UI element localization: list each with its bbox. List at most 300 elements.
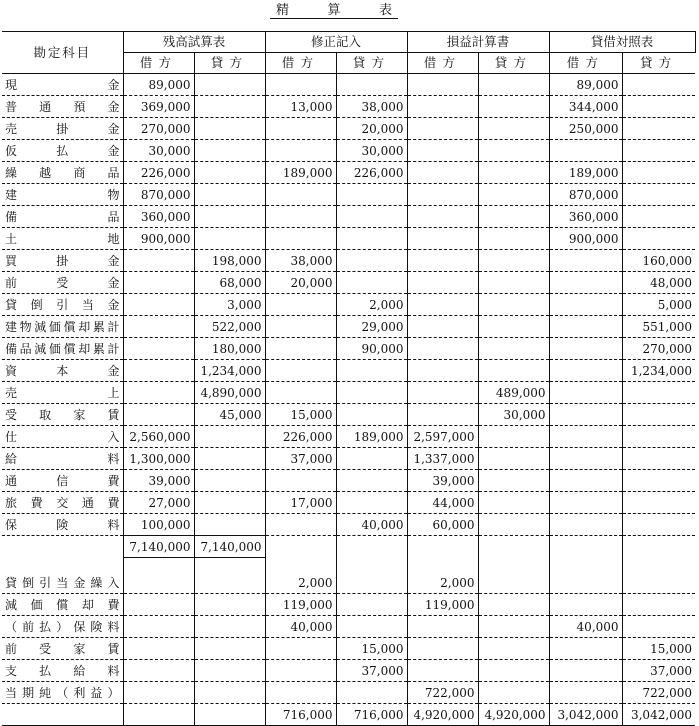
account-name [2, 74, 123, 96]
amount-cell [407, 228, 478, 250]
grand-total-cell: 3,042,000 [549, 704, 622, 726]
account-name [2, 382, 123, 404]
amount-cell [622, 492, 695, 514]
amount-cell: 119,000 [407, 594, 478, 616]
amount-cell [265, 74, 336, 96]
spacer-cell [336, 558, 407, 573]
amount-cell [407, 360, 478, 382]
spacer-cell [123, 558, 194, 573]
amount-cell [549, 316, 622, 338]
amount-cell [265, 360, 336, 382]
worksheet-row [2, 140, 695, 162]
worksheet-row [2, 638, 695, 660]
amount-cell: 40,000 [336, 514, 407, 536]
amount-cell [407, 616, 478, 638]
amount-cell: 180,000 [194, 338, 265, 360]
amount-cell [478, 118, 549, 140]
account-name [2, 96, 123, 118]
amount-cell [194, 162, 265, 184]
grand-total-cell [123, 704, 194, 726]
amount-cell [549, 448, 622, 470]
amount-cell [265, 184, 336, 206]
amount-cell: 45,000 [194, 404, 265, 426]
amount-cell [478, 514, 549, 536]
amount-cell [478, 206, 549, 228]
adjustments-header: 修正記入 [265, 32, 407, 53]
amount-cell: 722,000 [622, 682, 695, 704]
account-label: 貸倒引当金 [5, 297, 120, 312]
account-label: 備品減価償却累計 [5, 341, 120, 356]
amount-cell [123, 638, 194, 660]
amount-cell: 226,000 [336, 162, 407, 184]
amount-cell [194, 594, 265, 616]
amount-cell: 189,000 [265, 162, 336, 184]
amount-cell: 5,000 [622, 294, 695, 316]
worksheet-row [2, 228, 695, 250]
worksheet-row [2, 660, 695, 682]
account-name [2, 250, 123, 272]
worksheet-row [2, 426, 695, 448]
amount-cell [194, 206, 265, 228]
amount-cell [265, 660, 336, 682]
account-name [2, 448, 123, 470]
amount-cell [622, 448, 695, 470]
amount-cell: 15,000 [336, 638, 407, 660]
amount-cell [478, 638, 549, 660]
amount-cell [478, 616, 549, 638]
worksheet-row [2, 572, 695, 594]
amount-cell [407, 338, 478, 360]
amount-cell: 27,000 [123, 492, 194, 514]
amount-cell: 250,000 [549, 118, 622, 140]
worksheet-row [2, 162, 695, 184]
worksheet-row [2, 184, 695, 206]
account-label: 当期純（利益） [5, 685, 120, 700]
account-header: 勘定科目 [2, 32, 123, 74]
worksheet-title [270, 3, 398, 19]
amount-cell [123, 338, 194, 360]
worksheet-row [2, 448, 695, 470]
grand-total-cell: 4,920,000 [478, 704, 549, 726]
amount-cell: 226,000 [123, 162, 194, 184]
account-name [2, 272, 123, 294]
account-name [2, 206, 123, 228]
amount-cell: 226,000 [265, 426, 336, 448]
account-name [2, 118, 123, 140]
account-label: 資本金 [5, 363, 120, 378]
amount-cell [478, 228, 549, 250]
amount-cell [265, 338, 336, 360]
worksheet-table [2, 31, 696, 726]
debit-header: 借方 [407, 53, 478, 74]
amount-cell [478, 682, 549, 704]
amount-cell [123, 616, 194, 638]
account-label: 仕入 [5, 429, 120, 444]
amount-cell: 39,000 [123, 470, 194, 492]
amount-cell [622, 74, 695, 96]
worksheet-row [2, 616, 695, 638]
amount-cell [622, 616, 695, 638]
worksheet-row [2, 294, 695, 316]
amount-cell [336, 272, 407, 294]
worksheet-row [2, 492, 695, 514]
amount-cell: 2,000 [265, 572, 336, 594]
amount-cell: 15,000 [265, 404, 336, 426]
amount-cell [622, 514, 695, 536]
amount-cell [407, 184, 478, 206]
amount-cell [622, 572, 695, 594]
amount-cell: 489,000 [478, 382, 549, 404]
amount-cell [549, 682, 622, 704]
worksheet-row [2, 118, 695, 140]
amount-cell [622, 228, 695, 250]
account-label: 支払給料 [5, 663, 120, 678]
account-name [2, 536, 123, 558]
amount-cell: 20,000 [265, 272, 336, 294]
amount-cell: 44,000 [407, 492, 478, 514]
worksheet-row [2, 360, 695, 382]
amount-cell [194, 682, 265, 704]
amount-cell [336, 250, 407, 272]
spacer-cell [478, 558, 549, 573]
amount-cell [478, 74, 549, 96]
amount-cell: 37,000 [622, 660, 695, 682]
amount-cell [194, 184, 265, 206]
worksheet-row [2, 594, 695, 616]
worksheet-row [2, 206, 695, 228]
amount-cell [549, 594, 622, 616]
amount-cell [336, 74, 407, 96]
title-char: 精 [276, 3, 290, 18]
spacer-row [2, 558, 695, 573]
amount-cell [194, 638, 265, 660]
amount-cell [407, 140, 478, 162]
amount-cell: 160,000 [622, 250, 695, 272]
amount-cell [336, 448, 407, 470]
amount-cell [336, 228, 407, 250]
amount-cell [336, 360, 407, 382]
amount-cell [336, 382, 407, 404]
amount-cell [194, 118, 265, 140]
title-char: 表 [378, 3, 392, 18]
amount-cell [622, 594, 695, 616]
account-label: 前受家賃 [5, 641, 120, 656]
amount-cell: 2,000 [407, 572, 478, 594]
amount-cell [194, 74, 265, 96]
account-label: 売上 [5, 385, 120, 400]
amount-cell: 360,000 [549, 206, 622, 228]
amount-cell [265, 206, 336, 228]
amount-cell [549, 572, 622, 594]
amount-cell [336, 572, 407, 594]
account-label: 受取家賃 [5, 407, 120, 422]
amount-cell [549, 492, 622, 514]
amount-cell [549, 470, 622, 492]
account-name [2, 228, 123, 250]
trial-total-cell: 7,140,000 [194, 536, 265, 558]
amount-cell: 900,000 [123, 228, 194, 250]
amount-cell [549, 140, 622, 162]
account-name [2, 704, 123, 726]
worksheet-row [2, 338, 695, 360]
worksheet-row [2, 382, 695, 404]
grand-total-cell: 716,000 [336, 704, 407, 726]
amount-cell [265, 140, 336, 162]
account-name [2, 470, 123, 492]
account-name [2, 140, 123, 162]
amount-cell [336, 404, 407, 426]
amount-cell [194, 426, 265, 448]
amount-cell [478, 448, 549, 470]
debit-header: 借方 [123, 53, 194, 74]
amount-cell [549, 360, 622, 382]
amount-cell [407, 294, 478, 316]
amount-cell [478, 594, 549, 616]
amount-cell [478, 660, 549, 682]
account-name [2, 162, 123, 184]
amount-cell: 198,000 [194, 250, 265, 272]
amount-cell: 37,000 [336, 660, 407, 682]
grand-total-cell [194, 704, 265, 726]
amount-cell: 369,000 [123, 96, 194, 118]
amount-cell [336, 682, 407, 704]
amount-cell [265, 382, 336, 404]
amount-cell [123, 404, 194, 426]
amount-cell [265, 470, 336, 492]
spacer-cell [2, 558, 123, 573]
amount-cell [478, 162, 549, 184]
worksheet-row [2, 96, 695, 118]
amount-cell: 30,000 [123, 140, 194, 162]
amount-cell [549, 514, 622, 536]
amount-cell: 189,000 [336, 426, 407, 448]
amount-cell [407, 316, 478, 338]
amount-cell [478, 338, 549, 360]
amount-cell [549, 294, 622, 316]
amount-cell: 189,000 [549, 162, 622, 184]
amount-cell: 1,300,000 [123, 448, 194, 470]
amount-cell: 344,000 [549, 96, 622, 118]
account-name [2, 616, 123, 638]
amount-cell [336, 470, 407, 492]
amount-cell [407, 638, 478, 660]
amount-cell [336, 492, 407, 514]
amount-cell [336, 536, 407, 558]
account-label: 備品 [5, 209, 120, 224]
account-label: 仮払金 [5, 143, 120, 158]
account-label: 建物減価償却累計 [5, 319, 120, 334]
amount-cell [194, 492, 265, 514]
account-name [2, 660, 123, 682]
amount-cell [478, 426, 549, 448]
amount-cell: 119,000 [265, 594, 336, 616]
account-label: 普通預金 [5, 99, 120, 114]
amount-cell [265, 514, 336, 536]
amount-cell [123, 316, 194, 338]
account-label: 通信費 [5, 473, 120, 488]
amount-cell: 37,000 [265, 448, 336, 470]
amount-cell [549, 382, 622, 404]
amount-cell [622, 404, 695, 426]
amount-cell [549, 338, 622, 360]
amount-cell: 15,000 [622, 638, 695, 660]
amount-cell: 48,000 [622, 272, 695, 294]
amount-cell [622, 206, 695, 228]
amount-cell [265, 316, 336, 338]
amount-cell [549, 660, 622, 682]
amount-cell [123, 660, 194, 682]
amount-cell: 60,000 [407, 514, 478, 536]
debit-header: 借方 [265, 53, 336, 74]
account-label: 繰越商品 [5, 165, 120, 180]
account-name [2, 294, 123, 316]
account-name [2, 682, 123, 704]
amount-cell [123, 594, 194, 616]
amount-cell: 17,000 [265, 492, 336, 514]
amount-cell [407, 404, 478, 426]
amount-cell [194, 228, 265, 250]
worksheet-row [2, 250, 695, 272]
amount-cell [622, 118, 695, 140]
spacer-cell [265, 558, 336, 573]
amount-cell [478, 184, 549, 206]
amount-cell: 270,000 [622, 338, 695, 360]
amount-cell [265, 118, 336, 140]
amount-cell: 40,000 [265, 616, 336, 638]
account-label: 買掛金 [5, 253, 120, 268]
amount-cell [478, 140, 549, 162]
account-name [2, 572, 123, 594]
income-statement-header: 損益計算書 [407, 32, 549, 53]
credit-header: 貸方 [336, 53, 407, 74]
amount-cell: 2,597,000 [407, 426, 478, 448]
amount-cell: 2,560,000 [123, 426, 194, 448]
account-label: 減価償却費 [5, 597, 120, 612]
amount-cell [622, 470, 695, 492]
amount-cell [407, 272, 478, 294]
amount-cell [407, 660, 478, 682]
amount-cell [478, 272, 549, 294]
amount-cell: 20,000 [336, 118, 407, 140]
account-label: （前払）保険料 [5, 619, 120, 634]
amount-cell [622, 536, 695, 558]
trial-balance-header: 残高試算表 [123, 32, 265, 53]
worksheet-row [2, 272, 695, 294]
amount-cell [478, 96, 549, 118]
account-label: 旅費交通費 [5, 495, 120, 510]
amount-cell [478, 360, 549, 382]
account-name [2, 184, 123, 206]
amount-cell [123, 382, 194, 404]
amount-cell: 1,234,000 [194, 360, 265, 382]
amount-cell: 270,000 [123, 118, 194, 140]
amount-cell [194, 660, 265, 682]
amount-cell [194, 140, 265, 162]
amount-cell [622, 140, 695, 162]
amount-cell: 551,000 [622, 316, 695, 338]
account-label: 保険料 [5, 517, 120, 532]
amount-cell [478, 470, 549, 492]
amount-cell [407, 96, 478, 118]
amount-cell [549, 536, 622, 558]
grand-total-cell: 4,920,000 [407, 704, 478, 726]
amount-cell: 870,000 [549, 184, 622, 206]
amount-cell [407, 206, 478, 228]
amount-cell [123, 272, 194, 294]
worksheet-row [2, 404, 695, 426]
account-label: 貸倒引当金繰入 [5, 575, 120, 590]
amount-cell: 38,000 [265, 250, 336, 272]
amount-cell [265, 228, 336, 250]
amount-cell [194, 616, 265, 638]
account-name [2, 338, 123, 360]
amount-cell [123, 360, 194, 382]
amount-cell [478, 536, 549, 558]
amount-cell: 38,000 [336, 96, 407, 118]
amount-cell [194, 572, 265, 594]
account-label: 現金 [5, 77, 120, 92]
account-label: 売掛金 [5, 121, 120, 136]
amount-cell: 2,000 [336, 294, 407, 316]
amount-cell [123, 572, 194, 594]
amount-cell [549, 638, 622, 660]
amount-cell [265, 536, 336, 558]
amount-cell [622, 382, 695, 404]
account-name [2, 316, 123, 338]
amount-cell [549, 404, 622, 426]
amount-cell: 522,000 [194, 316, 265, 338]
account-label: 給料 [5, 451, 120, 466]
amount-cell: 13,000 [265, 96, 336, 118]
amount-cell: 3,000 [194, 294, 265, 316]
amount-cell [622, 184, 695, 206]
spacer-cell [194, 558, 265, 573]
amount-cell [407, 162, 478, 184]
balance-sheet-header: 貸借対照表 [549, 32, 695, 53]
credit-header: 貸方 [194, 53, 265, 74]
amount-cell [265, 294, 336, 316]
amount-cell [407, 74, 478, 96]
grand-total-cell: 3,042,000 [622, 704, 695, 726]
spacer-cell [407, 558, 478, 573]
amount-cell [407, 382, 478, 404]
account-label: 前受金 [5, 275, 120, 290]
amount-cell: 900,000 [549, 228, 622, 250]
account-name [2, 594, 123, 616]
credit-header: 貸方 [622, 53, 695, 74]
amount-cell [123, 294, 194, 316]
account-name [2, 404, 123, 426]
amount-cell: 360,000 [123, 206, 194, 228]
spacer-cell [549, 558, 622, 573]
debit-header: 借方 [549, 53, 622, 74]
amount-cell [336, 206, 407, 228]
amount-cell [478, 250, 549, 272]
amount-cell [478, 316, 549, 338]
amount-cell [407, 118, 478, 140]
amount-cell [336, 184, 407, 206]
account-name [2, 514, 123, 536]
amount-cell: 100,000 [123, 514, 194, 536]
amount-cell [478, 572, 549, 594]
amount-cell [622, 162, 695, 184]
amount-cell: 89,000 [123, 74, 194, 96]
amount-cell: 4,890,000 [194, 382, 265, 404]
amount-cell [265, 682, 336, 704]
amount-cell: 90,000 [336, 338, 407, 360]
amount-cell [549, 272, 622, 294]
account-name [2, 638, 123, 660]
